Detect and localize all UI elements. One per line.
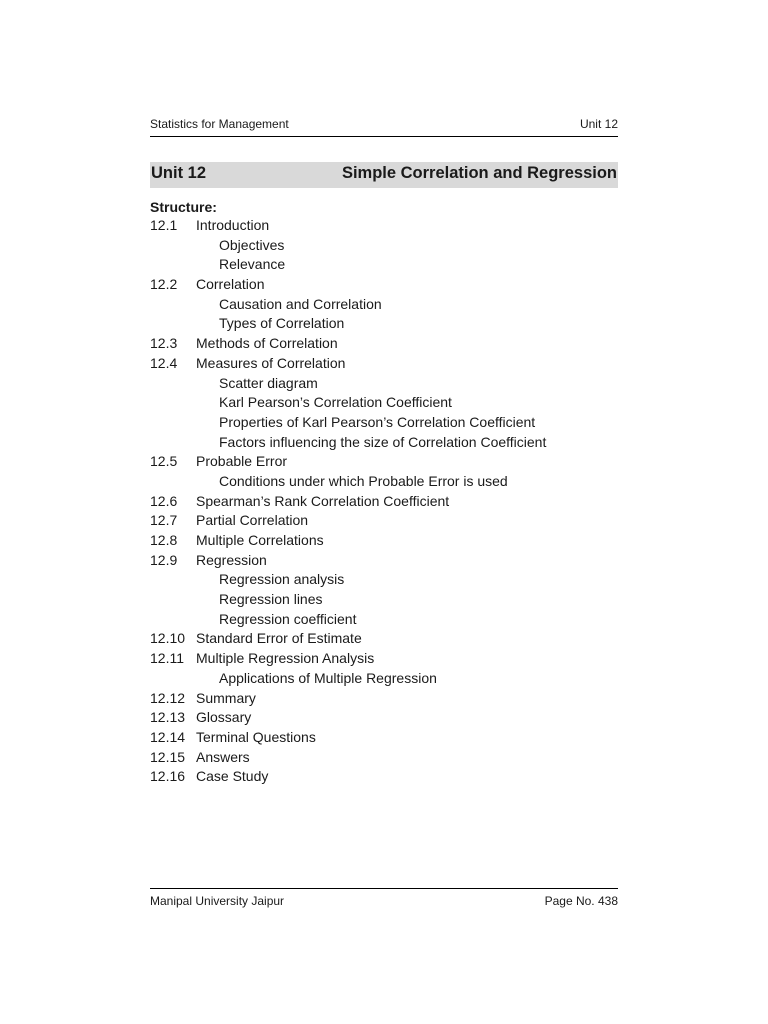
toc-section-title: Multiple Regression Analysis [196, 650, 375, 667]
toc-section-title: Correlation [196, 276, 265, 293]
toc-section-number: 12.10 [150, 630, 186, 647]
header-course-title: Statistics for Management [150, 117, 289, 131]
toc-section [150, 689, 618, 709]
toc-section-title: Glossary [196, 709, 252, 726]
toc-section-title: Probable Error [196, 453, 288, 470]
toc-section-title: Types of Correlation [219, 315, 345, 332]
toc-section-number: 12.13 [150, 709, 186, 726]
toc-subsection [150, 374, 618, 394]
toc-section-title: Partial Correlation [196, 512, 309, 529]
toc-section-title: Measures of Correlation [196, 354, 346, 371]
toc-subsection [150, 590, 618, 610]
toc-subsection [150, 433, 618, 453]
unit-title: Simple Correlation and Regression [341, 164, 617, 182]
toc-subsection [150, 413, 618, 433]
header-unit-label: Unit 12 [579, 117, 618, 131]
toc-section-number: 12.3 [150, 335, 178, 352]
toc-section [150, 551, 618, 571]
toc-section-title: Applications of Multiple Regression [219, 669, 437, 686]
toc-subsection [150, 610, 618, 630]
toc-section [150, 728, 618, 748]
toc-subsection [150, 295, 618, 315]
toc-section-title: Methods of Correlation [196, 335, 338, 352]
toc-section [150, 452, 618, 472]
footer-page-number: Page No. 438 [544, 894, 618, 908]
toc-section [150, 708, 618, 728]
toc-section-number: 12.5 [150, 453, 178, 470]
toc-section-title: Regression analysis [219, 571, 345, 588]
toc-section-number: 12.8 [150, 532, 178, 548]
toc-section [150, 354, 618, 374]
toc-section-title: Summary [196, 689, 256, 706]
toc-subsection [150, 393, 618, 413]
unit-title-banner [150, 162, 618, 188]
toc-subsection [150, 669, 618, 689]
unit-number: Unit 12 [151, 164, 207, 182]
toc-section-title: Regression lines [219, 591, 323, 608]
toc-section-number: 12.15 [150, 748, 186, 765]
toc-section-title: Case Study [196, 768, 269, 785]
toc-section-number: 12.1 [150, 217, 178, 233]
toc-section [150, 334, 618, 354]
toc-section-title: Regression coefficient [219, 610, 357, 627]
toc-section-number: 12.9 [150, 551, 178, 568]
toc-section-title: Standard Error of Estimate [196, 630, 362, 647]
toc-section-title: Relevance [219, 256, 286, 273]
toc-section-title: Terminal Questions [196, 728, 316, 745]
toc-section-title: Objectives [219, 236, 285, 253]
toc-subsection [150, 314, 618, 334]
toc-section-title: Regression [196, 551, 267, 568]
toc-section-number: 12.14 [150, 728, 186, 745]
toc-subsection [150, 570, 618, 590]
toc-section [150, 748, 618, 768]
toc-section-title: Scatter diagram [219, 374, 318, 391]
toc-section [150, 511, 618, 531]
toc-section-number: 12.7 [150, 512, 178, 529]
toc-section [150, 767, 618, 787]
toc-section-title: Spearman’s Rank Correlation Coefficient [196, 492, 450, 509]
toc-section-title: Causation and Correlation [219, 295, 382, 312]
toc-section [150, 531, 618, 551]
toc-section-number: 12.11 [150, 650, 184, 667]
footer-institution: Manipal University Jaipur [150, 894, 285, 908]
running-header [150, 116, 618, 137]
toc-section-title: Introduction [196, 217, 270, 233]
toc-section [150, 275, 618, 295]
toc-section-title: Multiple Correlations [196, 532, 324, 548]
toc-subsection [150, 472, 618, 492]
toc-section [150, 649, 618, 669]
running-footer [150, 888, 618, 909]
toc-section-number: 12.16 [150, 768, 186, 785]
toc-section-number: 12.6 [150, 492, 178, 509]
document-page [150, 0, 618, 1024]
toc-section-number: 12.4 [150, 354, 178, 371]
toc-section [150, 216, 618, 236]
toc-section-title: Answers [196, 748, 250, 765]
toc-section-title: Karl Pearson’s Correlation Coefficient [219, 394, 452, 411]
table-of-contents [150, 216, 618, 787]
structure-heading: Structure: [150, 199, 217, 215]
toc-section [150, 629, 618, 649]
toc-section [150, 492, 618, 512]
toc-section-title: Factors influencing the size of Correlation Coefficient [219, 433, 547, 450]
toc-section-title: Properties of Karl Pearson’s Correlation Coefficient [219, 413, 536, 430]
toc-subsection [150, 236, 618, 256]
toc-section-title: Conditions under which Probable Error is used [219, 472, 508, 489]
toc-section-number: 12.12 [150, 689, 186, 706]
toc-section-number: 12.2 [150, 276, 178, 293]
toc-subsection [150, 255, 618, 275]
